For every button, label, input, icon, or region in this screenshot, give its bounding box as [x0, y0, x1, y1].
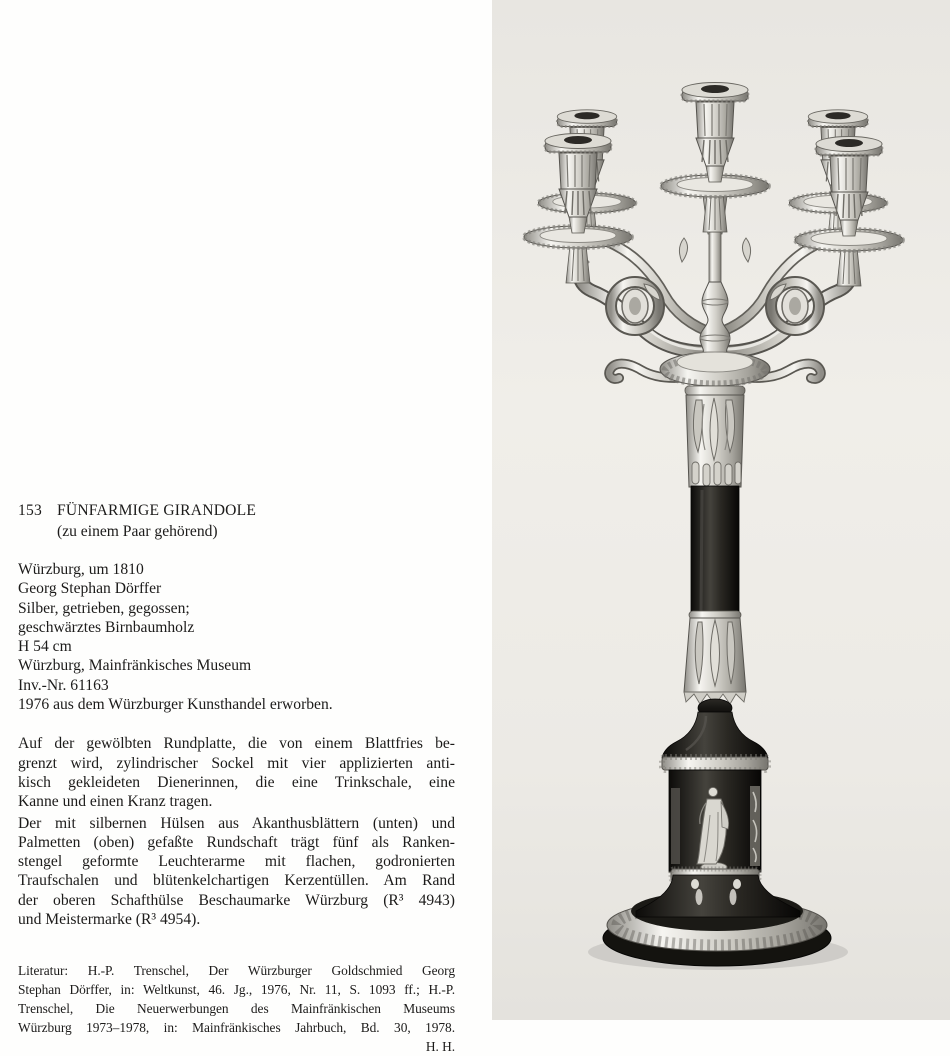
literature-section: [18, 962, 455, 1056]
entry-title-row: [18, 500, 455, 521]
description-line: und Meistermarke (R³ 4954).: [18, 911, 201, 929]
detail-place-date: Würzburg, um 1810: [18, 561, 144, 578]
description-line: Auf der gewölbten Rundplatte, die von einem Blattfries be-: [18, 735, 455, 753]
lower-acanthus-sleeve: [684, 611, 746, 705]
description-line: kisch gekleideten Dienerinnen, die eine Trinkschale, eine: [18, 773, 455, 791]
description-line: der oberen Schafthülse Beschaumarke Würzburg (R³ 4943): [18, 891, 455, 909]
description-line: Der mit silbernen Hülsen aus Akanthusblättern (unten) und: [18, 814, 455, 832]
description-paragraph-1: [18, 734, 455, 811]
candelabra-illustration: [492, 0, 950, 1020]
entry-title: FÜNFARMIGE GIRANDOLE: [57, 502, 257, 519]
artwork-photo: [492, 0, 950, 1020]
literature-line: Stephan Dörffer, in: Weltkunst, 46. Jg., 1976, Nr. 11, S. 1093 ff.; H.-P.: [18, 982, 455, 998]
description-line: Palmetten (oben) gefaßte Rundschaft trägt fünf als Ranken-: [18, 833, 455, 851]
wooden-shaft: [691, 486, 739, 616]
detail-material-2: geschwärztes Birnbaumholz: [18, 618, 195, 636]
detail-inventory: Inv.-Nr. 61163: [18, 676, 109, 694]
detail-provenance: 1976 aus dem Würzburger Kunsthandel erworben.: [18, 696, 333, 714]
socle: [669, 770, 761, 881]
description-line: Kanne und einen Kranz tragen.: [18, 793, 213, 811]
detail-height: H 54 cm: [18, 638, 72, 656]
description-paragraph-2: [18, 814, 455, 930]
detail-material-1: Silber, getrieben, gegossen;: [18, 599, 190, 617]
literature-line: Würzburg 1973–1978, in: Mainfränkisches Jahrbuch, Bd. 30, 1978.: [18, 1019, 455, 1035]
detail-maker: Georg Stephan Dörffer: [18, 580, 162, 598]
object-details: [18, 560, 455, 714]
literature-line: Literatur: H.-P. Trenschel, Der Würzburger Goldschmied Georg: [18, 963, 455, 979]
author-initials: H. H.: [425, 1038, 455, 1054]
description-line: grenzt wird, zylindrischer Sockel mit vier applizierten anti-: [18, 754, 455, 772]
entry-subtitle: (zu einem Paar gehörend): [57, 523, 218, 540]
description-line: Traufschalen und blütenkelchartigen Kerzentüllen. Am Rand: [18, 872, 455, 890]
literature-line: Trenschel, Die Neuerwerbungen des Mainfränkischen Museums: [18, 1000, 455, 1016]
description-line: stengel geformte Leuchterarme mit flachen, godronierten: [18, 853, 455, 871]
upper-acanthus-capital: [686, 395, 744, 487]
detail-museum: Würzburg, Mainfränkisches Museum: [18, 657, 252, 675]
catalog-entry: [18, 500, 455, 1056]
catalog-number: 153: [18, 502, 42, 519]
